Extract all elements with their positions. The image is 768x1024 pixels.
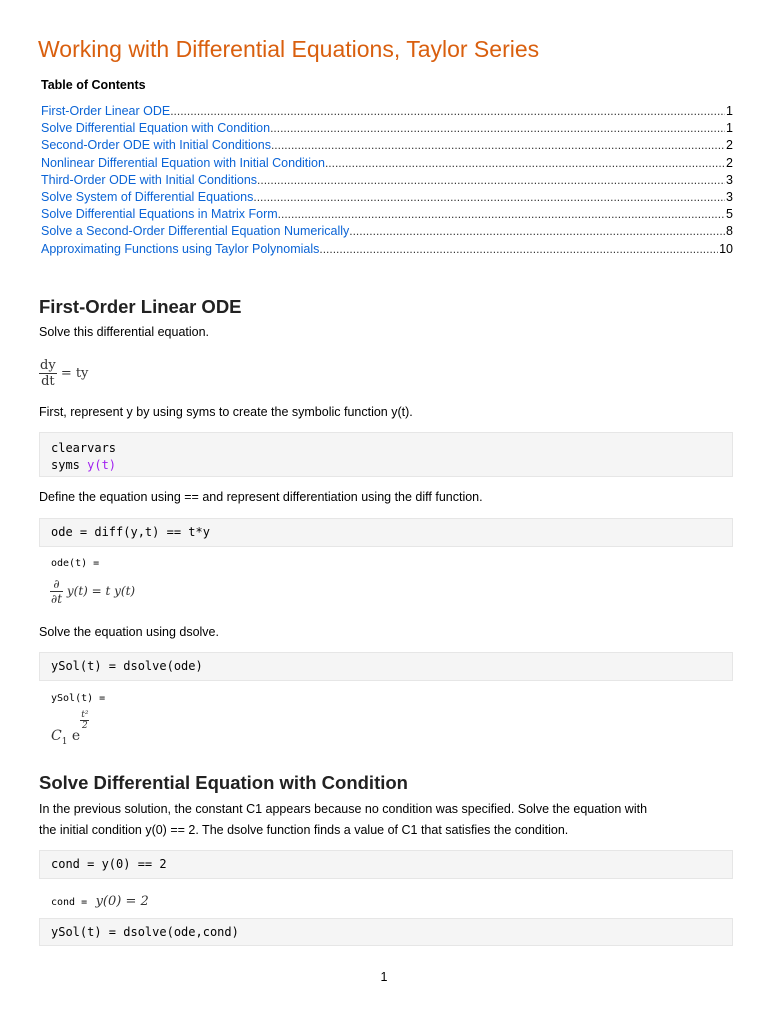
- toc-link[interactable]: Second-Order ODE with Initial Conditions: [41, 138, 271, 153]
- toc-entry[interactable]: [41, 156, 733, 173]
- toc-page-number: 8: [726, 224, 733, 239]
- equation-dy-dt: [39, 358, 88, 389]
- page-number: 1: [380, 970, 388, 984]
- toc-entry[interactable]: [41, 207, 733, 224]
- paragraph-line: the initial condition y(0) == 2. The dsolve function finds a value of C1 that satisfies the condition.: [39, 823, 569, 837]
- toc-page-number: 3: [726, 172, 733, 187]
- output-rhs: y(t) = t y(t): [66, 584, 136, 598]
- toc-entry[interactable]: [41, 190, 733, 207]
- toc-link[interactable]: Nonlinear Differential Equation with Initial Condition: [41, 155, 325, 170]
- eq-rhs: = ty: [60, 366, 89, 381]
- exp-denominator: 2: [81, 721, 88, 731]
- output-label: cond =: [51, 897, 88, 908]
- code-block[interactable]: [39, 918, 733, 946]
- toc-heading: Table of Contents: [41, 78, 146, 92]
- toc-link[interactable]: Solve Differential Equations in Matrix Form: [41, 207, 278, 222]
- toc-leader-dots: [325, 156, 725, 170]
- output-label: ode(t) =: [51, 558, 100, 569]
- toc-entry[interactable]: [41, 138, 733, 155]
- toc-leader-dots: [349, 224, 725, 238]
- exp-numerator: t²: [81, 710, 89, 720]
- paragraph: Define the equation using == and represent differentiation using the diff function.: [39, 490, 483, 504]
- toc-page-number: 3: [726, 189, 733, 204]
- output-solution: [51, 710, 89, 747]
- code-line: ode = diff(y,t) == t*y: [51, 525, 210, 539]
- toc-link[interactable]: Third-Order ODE with Initial Conditions: [41, 172, 258, 187]
- code-block[interactable]: [39, 850, 733, 879]
- toc-link[interactable]: Solve a Second-Order Differential Equation Numerically: [41, 224, 350, 239]
- code-symbolic-arg: y(t): [87, 458, 117, 472]
- page-title: Working with Differential Equations, Taylor Series: [38, 36, 540, 62]
- constant-subscript: 1: [61, 736, 68, 747]
- code-line: [51, 457, 721, 474]
- output-line: [51, 892, 149, 910]
- eq-numerator: dy: [40, 358, 56, 373]
- toc-leader-dots: [271, 138, 725, 152]
- toc-entry[interactable]: [41, 121, 733, 138]
- output-label: ySol(t) =: [51, 693, 106, 704]
- paragraph: Solve the equation using dsolve.: [39, 625, 219, 639]
- code-line: ySol(t) = dsolve(ode,cond): [51, 925, 239, 939]
- toc-link[interactable]: Approximating Functions using Taylor Polynomials: [41, 241, 320, 256]
- toc-page-number: 1: [726, 104, 733, 118]
- toc-link[interactable]: First-Order Linear ODE: [41, 104, 171, 118]
- code-keyword: syms: [51, 458, 88, 472]
- paragraph: Solve this differential equation.: [39, 325, 210, 339]
- section-heading-solve-with-condition: Solve Differential Equation with Condition: [39, 772, 408, 793]
- toc-entry[interactable]: [41, 173, 733, 190]
- paragraph: First, represent y by using syms to create the symbolic function y(t).: [39, 405, 413, 419]
- toc-page-number: 10: [719, 241, 733, 256]
- table-of-contents: [41, 104, 733, 259]
- output-numerator: ∂: [50, 577, 63, 592]
- toc-link[interactable]: Solve Differential Equation with Condition: [41, 121, 271, 136]
- output-denominator: ∂t: [51, 592, 63, 606]
- toc-leader-dots: [257, 173, 725, 187]
- code-block[interactable]: [39, 518, 733, 547]
- toc-entry[interactable]: [41, 104, 733, 121]
- paragraph: [39, 799, 729, 841]
- toc-leader-dots: [319, 242, 718, 256]
- output-equation: [50, 577, 135, 606]
- toc-leader-dots: [270, 121, 725, 135]
- code-line: clearvars: [51, 441, 117, 455]
- toc-leader-dots: [170, 104, 725, 118]
- code-block[interactable]: [39, 432, 733, 477]
- toc-leader-dots: [278, 207, 725, 221]
- toc-page-number: 2: [726, 138, 733, 153]
- toc-entry[interactable]: [41, 224, 733, 241]
- section-heading-first-order-linear-ode: First-Order Linear ODE: [39, 296, 242, 317]
- eq-denominator: dt: [41, 374, 55, 389]
- toc-entry[interactable]: [41, 242, 733, 259]
- exp-base: e: [71, 728, 81, 744]
- code-line: ySol(t) = dsolve(ode): [51, 659, 203, 673]
- toc-page-number: 1: [726, 121, 733, 136]
- constant-c: C: [51, 728, 62, 744]
- output-value: y(0) = 2: [95, 894, 149, 909]
- toc-leader-dots: [253, 190, 725, 204]
- toc-page-number: 2: [726, 155, 733, 170]
- code-line: cond = y(0) == 2: [51, 857, 167, 871]
- code-block[interactable]: [39, 652, 733, 681]
- toc-page-number: 5: [726, 207, 733, 222]
- paragraph-line: In the previous solution, the constant C1 appears because no condition was specified. Solve the equation with: [39, 802, 648, 816]
- toc-link[interactable]: Solve System of Differential Equations: [41, 189, 254, 204]
